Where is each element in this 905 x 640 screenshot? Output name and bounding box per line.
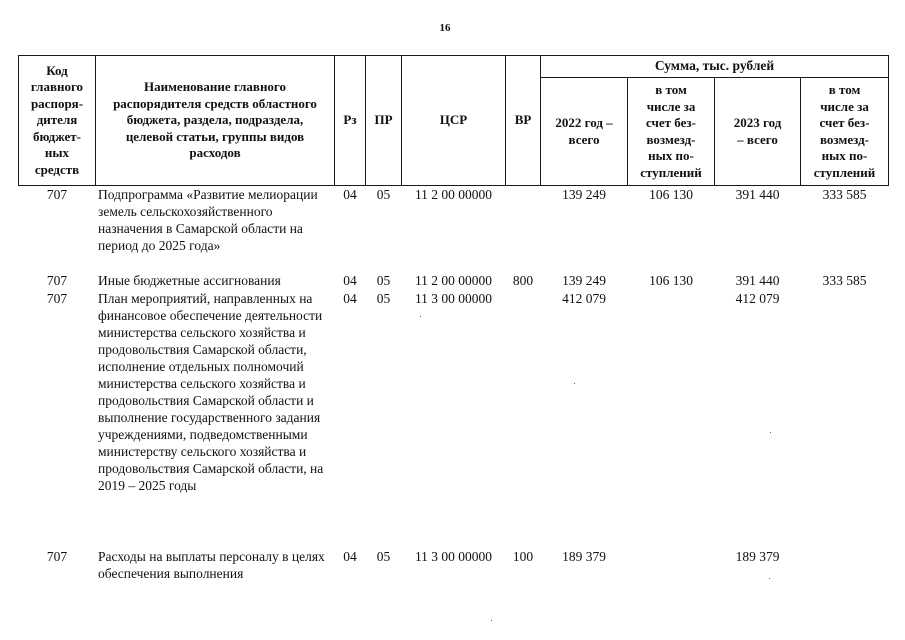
row-csr: 11 2 00 00000 (414, 187, 493, 202)
row-rz: 04 (343, 187, 357, 202)
header-sum: Сумма, тыс. рублей (654, 58, 775, 74)
row-rz: 04 (343, 549, 357, 564)
header-csr: ЦСР (439, 112, 468, 128)
row-name: Иные бюджетные ассигнования (98, 273, 281, 288)
row-code: 707 (46, 273, 68, 288)
row-2023-total: 189 379 (735, 549, 780, 564)
row-2022-free: 106 130 (649, 273, 693, 288)
scan-speck (770, 432, 771, 433)
scan-speck (420, 316, 421, 317)
row-pr: 05 (376, 549, 391, 564)
row-2023-total: 412 079 (735, 291, 780, 306)
header-pr: ПР (374, 112, 393, 128)
row-2023-total: 391 440 (735, 187, 780, 202)
page-number: 16 (439, 22, 451, 34)
row-2022-total: 189 379 (562, 549, 606, 564)
row-2023-free: 333 585 (822, 187, 867, 202)
row-code: 707 (46, 187, 68, 202)
header-2023-total: 2023 год – всего (733, 115, 782, 147)
row-csr: 11 3 00 00000 (414, 291, 493, 306)
row-2023-free: 333 585 (822, 273, 867, 288)
header-vr: ВР (514, 112, 532, 128)
row-2023-total: 391 440 (735, 273, 780, 288)
row-name: Расходы на выплаты персоналу в целях обеспечения выполнения (98, 549, 325, 581)
row-vr: 800 (512, 273, 534, 288)
row-2022-total: 139 249 (562, 187, 606, 202)
row-code: 707 (46, 549, 68, 564)
header-2022-total: 2022 год – всего (555, 115, 613, 147)
header-2023-free: в том числе за счет без-возмезд-ных по-ступлений (813, 82, 876, 180)
row-rz: 04 (343, 273, 357, 288)
row-code: 707 (46, 291, 68, 306)
row-2022-free: 106 130 (649, 187, 693, 202)
header-2022-free: в том числе за счет без-возмезд-ных по-ступлений (640, 82, 702, 180)
row-pr: 05 (376, 187, 391, 202)
row-csr: 11 3 00 00000 (414, 549, 493, 564)
row-vr: 100 (512, 549, 534, 564)
row-2022-total: 412 079 (562, 291, 606, 306)
header-col-border (888, 55, 889, 185)
row-name: Подпрограмма «Развитие мелиорации земель сельскохозяйственного назначения в Самарской области на период до 2025 года» (98, 187, 318, 253)
scan-speck (574, 383, 575, 384)
row-2022-total: 139 249 (562, 273, 606, 288)
scan-speck (769, 578, 770, 579)
row-csr: 11 2 00 00000 (414, 273, 493, 288)
row-pr: 05 (376, 273, 391, 288)
scan-speck (491, 620, 492, 621)
row-pr: 05 (376, 291, 391, 306)
row-rz: 04 (343, 291, 357, 306)
header-name: Наименование главного распорядителя средств областного бюджета, раздела, подраздела, целевой статьи, группы видов расходов (113, 79, 317, 161)
header-code: Код главного распоря-дителя бюджет-ных средств (30, 62, 84, 177)
row-name: План мероприятий, направленных на финансовое обеспечение деятельности министерства сельского хозяйства и продовольствия Самарской области, исполнение отдельных полномочий министерства сельского хозяйства и продовольствия Самарской области и выполнение государственного задания учреждениями, подведомственными министерству сельского хозяйства и продовольствия Самарской области, на 2019 – 2025 годы (98, 291, 324, 493)
header-rz: Рз (343, 112, 357, 128)
